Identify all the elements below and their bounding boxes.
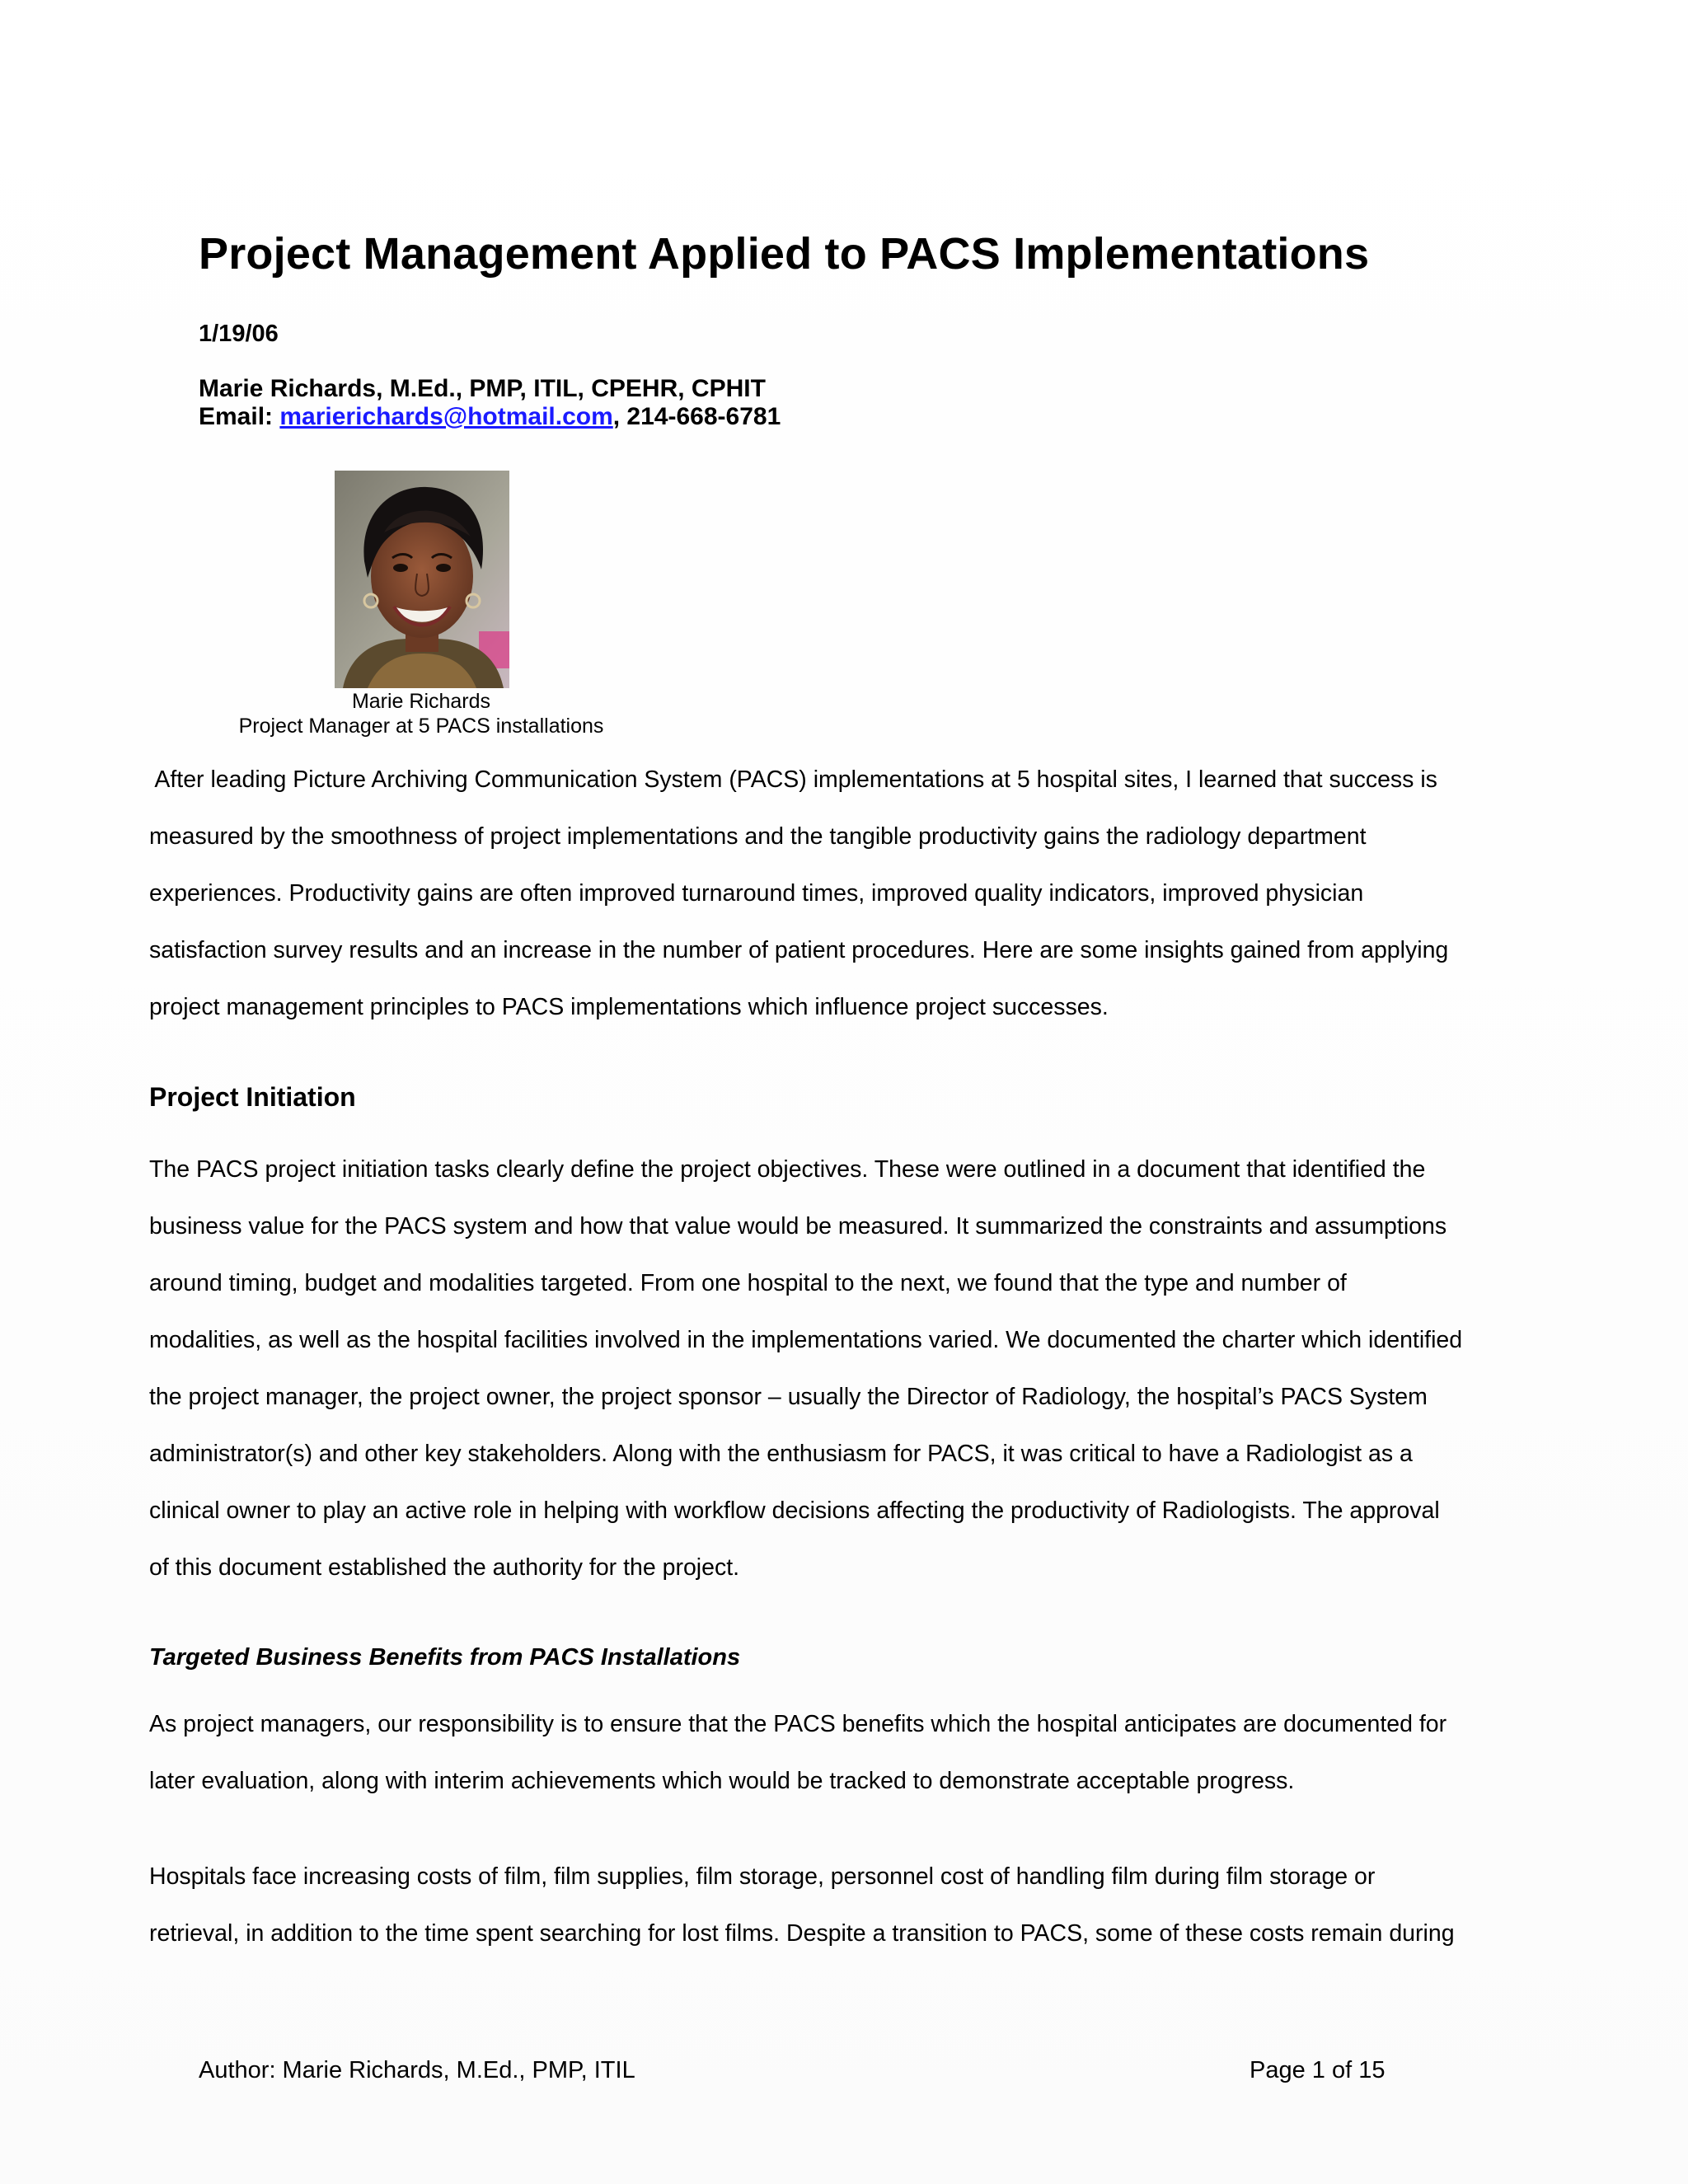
text-line: Hospitals face increasing costs of film, film supplies, film storage, personnel cost of handling film during film storage or [149, 1863, 1376, 1890]
phone-number: , 214-668-6781 [612, 403, 781, 430]
text-line: clinical owner to play an active role in helping with workflow decisions affecting the productivity of Radiologists. The approval [149, 1497, 1440, 1524]
text-line: measured by the smoothness of project implementations and the tangible productivity gains the radiology department [149, 823, 1367, 850]
portrait-photo [335, 471, 509, 688]
section-subheading-business-benefits: Targeted Business Benefits from PACS Installations [149, 1644, 741, 1671]
text-line: experiences. Productivity gains are often improved turnaround times, improved quality indicators, improved physician [149, 880, 1364, 907]
text-line: As project managers, our responsibility is to ensure that the PACS benefits which the hospital anticipates are documented for [149, 1711, 1447, 1737]
text-line: business value for the PACS system and how that value would be measured. It summarized the constraints and assumptions [149, 1213, 1447, 1240]
contact-line [199, 403, 781, 431]
business-benefits-paragraph-2 [149, 1849, 1550, 1962]
document-date: 1/19/06 [199, 321, 279, 347]
text-line: project management principles to PACS implementations which influence project successes. [149, 994, 1109, 1020]
text-line: later evaluation, along with interim achievements which would be tracked to demonstrate acceptable progress. [149, 1768, 1295, 1794]
text-line: retrieval, in addition to the time spent searching for lost films. Despite a transition to PACS, some of these costs remain during [149, 1920, 1455, 1947]
text-line: satisfaction survey results and an increase in the number of patient procedures. Here are some insights gained from applying [149, 937, 1449, 963]
photo-caption-role: Project Manager at 5 PACS installations [238, 715, 604, 738]
photo-caption-name: Marie Richards [351, 690, 491, 713]
text-line: the project manager, the project owner, the project sponsor – usually the Director of Radiology, the hospital’s PACS System [149, 1384, 1428, 1410]
text-line: of this document established the authority for the project. [149, 1554, 740, 1581]
section-heading-project-initiation: Project Initiation [149, 1082, 356, 1112]
text-line: The PACS project initiation tasks clearly define the project objectives. These were outlined in a document that identified the [149, 1156, 1426, 1183]
footer-page-number: Page 1 of 15 [1250, 2057, 1386, 2083]
text-line: around timing, budget and modalities targeted. From one hospital to the next, we found that the type and number of [149, 1270, 1347, 1296]
text-line: After leading Picture Archiving Communication System (PACS) implementations at 5 hospital sites, I learned that success is [149, 766, 1437, 793]
intro-paragraph [149, 752, 1550, 1036]
project-initiation-paragraph [149, 1141, 1550, 1596]
email-link[interactable]: marierichards@hotmail.com [279, 403, 613, 430]
business-benefits-paragraph-1 [149, 1696, 1550, 1810]
document-title: Project Management Applied to PACS Implementations [199, 229, 1370, 279]
author-credentials: Marie Richards, M.Ed., PMP, ITIL, CPEHR, CPHIT [199, 375, 766, 402]
email-label: Email: [199, 403, 280, 430]
text-line: administrator(s) and other key stakeholders. Along with the enthusiasm for PACS, it was critical to have a Radiologist as a [149, 1441, 1413, 1467]
footer-author: Author: Marie Richards, M.Ed., PMP, ITIL [199, 2057, 635, 2083]
text-line: modalities, as well as the hospital facilities involved in the implementations varied. We documented the charter which identified [149, 1327, 1463, 1353]
